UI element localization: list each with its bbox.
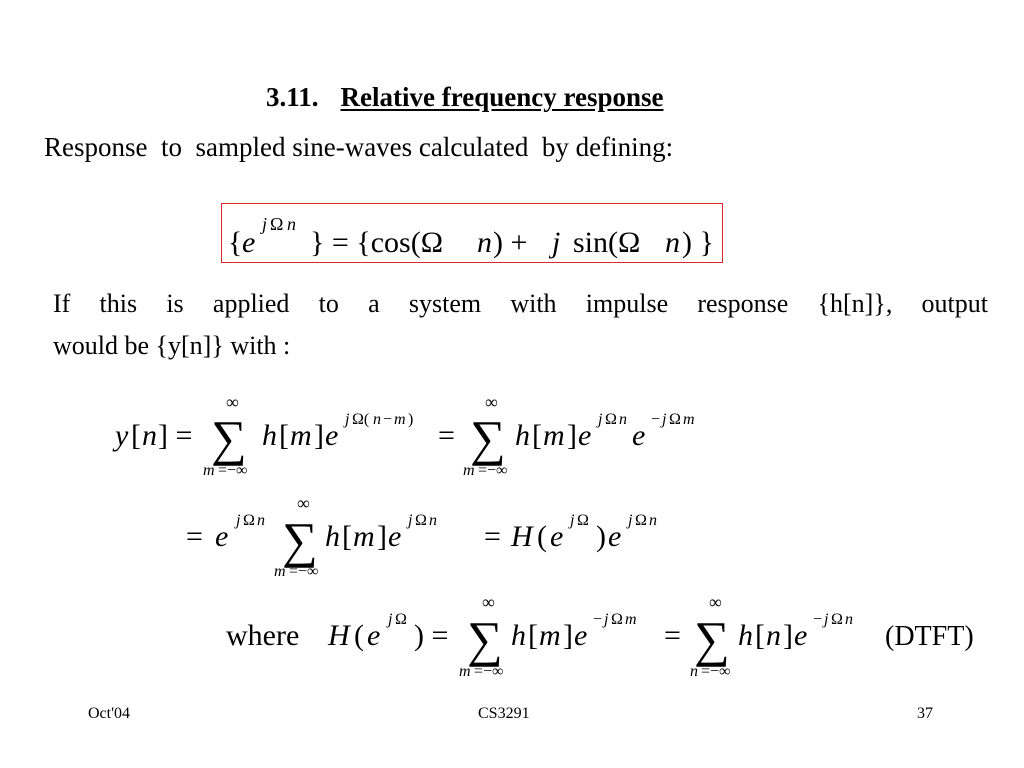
svg-text:m: m xyxy=(539,619,561,652)
svg-text:e: e xyxy=(367,619,381,652)
equation-line-3 xyxy=(226,592,974,680)
svg-text:j: j xyxy=(552,226,561,259)
svg-text:e: e xyxy=(325,419,339,452)
svg-text:] =: ] = xyxy=(158,419,193,452)
svg-text:=: = xyxy=(664,619,681,652)
svg-text:=−∞: =−∞ xyxy=(289,563,319,580)
svg-text:m: m xyxy=(274,563,286,580)
svg-text:) =: ) = xyxy=(414,619,449,652)
svg-text:(: ( xyxy=(354,619,364,652)
svg-text:} = {cos(Ω: } = {cos(Ω xyxy=(310,226,443,259)
svg-text:∑: ∑ xyxy=(282,512,318,568)
svg-text:(: ( xyxy=(537,520,547,553)
svg-text:h: h xyxy=(738,619,753,652)
svg-text:h: h xyxy=(325,520,340,553)
svg-text:∞: ∞ xyxy=(226,392,239,412)
paragraph-line-2: would be {y[n]} with : xyxy=(53,330,291,360)
svg-text:−: − xyxy=(593,611,603,628)
svg-text:n: n xyxy=(429,512,437,529)
svg-text:n: n xyxy=(649,512,657,529)
svg-text:h: h xyxy=(515,419,530,452)
footer-date: Oct'04 xyxy=(88,705,130,722)
svg-text:) }: ) } xyxy=(682,226,714,259)
svg-text:Ω: Ω xyxy=(577,512,589,529)
svg-text:[: [ xyxy=(342,520,352,553)
svg-text:e: e xyxy=(215,520,229,553)
footer-page-number: 37 xyxy=(917,705,933,722)
svg-text:n: n xyxy=(287,214,296,234)
svg-text:j: j xyxy=(408,512,413,529)
svg-text:e: e xyxy=(574,619,588,652)
equation-line-2 xyxy=(186,493,657,580)
svg-text:e: e xyxy=(632,419,646,452)
svg-text:=−∞: =−∞ xyxy=(701,663,731,680)
svg-text:∑: ∑ xyxy=(467,611,503,667)
svg-text:[: [ xyxy=(532,419,542,452)
svg-text:−: − xyxy=(383,411,393,428)
section-number: 3.11. xyxy=(266,82,319,112)
svg-text:−: − xyxy=(813,611,823,628)
svg-text:=: = xyxy=(484,520,501,553)
svg-text:j: j xyxy=(388,611,393,628)
svg-text:]: ] xyxy=(783,619,793,652)
svg-text:∑: ∑ xyxy=(211,410,247,466)
svg-text:m: m xyxy=(203,462,215,479)
svg-text:[: [ xyxy=(755,619,765,652)
svg-text:Ω: Ω xyxy=(395,611,407,628)
intro-text: Response to sampled sine-waves calculated by defining: xyxy=(44,132,674,162)
svg-text:n: n xyxy=(766,619,781,652)
svg-text:H: H xyxy=(511,520,533,553)
svg-text:j: j xyxy=(604,611,609,628)
svg-text:H: H xyxy=(328,619,350,652)
svg-text:[: [ xyxy=(279,419,289,452)
svg-text:j: j xyxy=(598,411,603,428)
svg-text:m: m xyxy=(463,462,475,479)
svg-text:h: h xyxy=(511,619,526,652)
svg-text:n: n xyxy=(373,411,381,428)
svg-text:n: n xyxy=(477,226,492,259)
svg-text:Ω: Ω xyxy=(243,512,255,529)
svg-text:∞: ∞ xyxy=(709,592,722,612)
title-text: Relative frequency response xyxy=(340,82,664,112)
svg-text:j: j xyxy=(824,611,829,628)
svg-text:∞: ∞ xyxy=(485,392,498,412)
svg-text:n: n xyxy=(619,411,627,428)
svg-text:n: n xyxy=(845,611,853,628)
svg-text:y: y xyxy=(115,419,129,452)
svg-text:Ω: Ω xyxy=(605,411,617,428)
svg-text:]: ] xyxy=(314,419,324,452)
svg-text:[: [ xyxy=(131,419,141,452)
svg-text:) +: ) + xyxy=(493,226,528,259)
equation-line-1 xyxy=(112,392,695,479)
svg-text:Ω: Ω xyxy=(270,214,284,234)
svg-text:m: m xyxy=(625,611,637,628)
svg-text:Ω(: Ω( xyxy=(352,411,370,428)
svg-text:{: { xyxy=(228,226,243,259)
svg-text:Ω: Ω xyxy=(831,611,843,628)
paragraph-line-1: If this is applied to a system with impulse response {h[n]}, output xyxy=(53,289,988,318)
svg-text:m: m xyxy=(353,520,375,553)
svg-text:n: n xyxy=(257,512,265,529)
svg-text:∞: ∞ xyxy=(297,493,310,513)
footer-course: CS3291 xyxy=(478,705,530,722)
svg-text:∑: ∑ xyxy=(694,611,730,667)
svg-text:]: ] xyxy=(567,419,577,452)
svg-text:j: j xyxy=(628,512,633,529)
svg-text:m: m xyxy=(394,411,406,428)
svg-text:=−∞: =−∞ xyxy=(478,462,508,479)
svg-text:h: h xyxy=(262,419,277,452)
svg-text:n: n xyxy=(142,419,157,452)
svg-text:Ω: Ω xyxy=(669,411,681,428)
svg-text:m: m xyxy=(543,419,565,452)
svg-text:sin(Ω: sin(Ω xyxy=(573,226,641,259)
svg-text:∞: ∞ xyxy=(482,592,495,612)
svg-text:=: = xyxy=(438,419,455,452)
svg-text:e: e xyxy=(578,419,592,452)
svg-text:=−∞: =−∞ xyxy=(474,663,504,680)
svg-text:): ) xyxy=(596,520,606,553)
svg-text:]: ] xyxy=(563,619,573,652)
svg-text:m: m xyxy=(683,411,695,428)
svg-text:e: e xyxy=(242,226,256,259)
svg-text:j: j xyxy=(345,411,350,428)
svg-text:[: [ xyxy=(528,619,538,652)
dtft-label: (DTFT) xyxy=(885,621,974,652)
svg-text:j: j xyxy=(262,214,268,234)
where-label: where xyxy=(226,619,300,652)
svg-text:Ω: Ω xyxy=(635,512,647,529)
svg-text:e: e xyxy=(608,520,622,553)
svg-text:n: n xyxy=(665,226,680,259)
boxed-equation xyxy=(228,214,714,259)
svg-text:j: j xyxy=(662,411,667,428)
svg-text:j: j xyxy=(236,512,241,529)
svg-text:m: m xyxy=(290,419,312,452)
svg-text:e: e xyxy=(794,619,808,652)
svg-text:j: j xyxy=(570,512,575,529)
svg-text:=−∞: =−∞ xyxy=(218,462,248,479)
svg-text:−: − xyxy=(651,411,661,428)
svg-text:=: = xyxy=(186,520,203,553)
svg-text:m: m xyxy=(459,663,471,680)
svg-text:e: e xyxy=(388,520,402,553)
svg-text:Ω: Ω xyxy=(611,611,623,628)
svg-text:): ) xyxy=(408,411,414,428)
svg-text:]: ] xyxy=(377,520,387,553)
svg-text:Ω: Ω xyxy=(415,512,427,529)
svg-text:∑: ∑ xyxy=(470,410,506,466)
svg-text:e: e xyxy=(550,520,564,553)
svg-text:n: n xyxy=(690,663,698,680)
